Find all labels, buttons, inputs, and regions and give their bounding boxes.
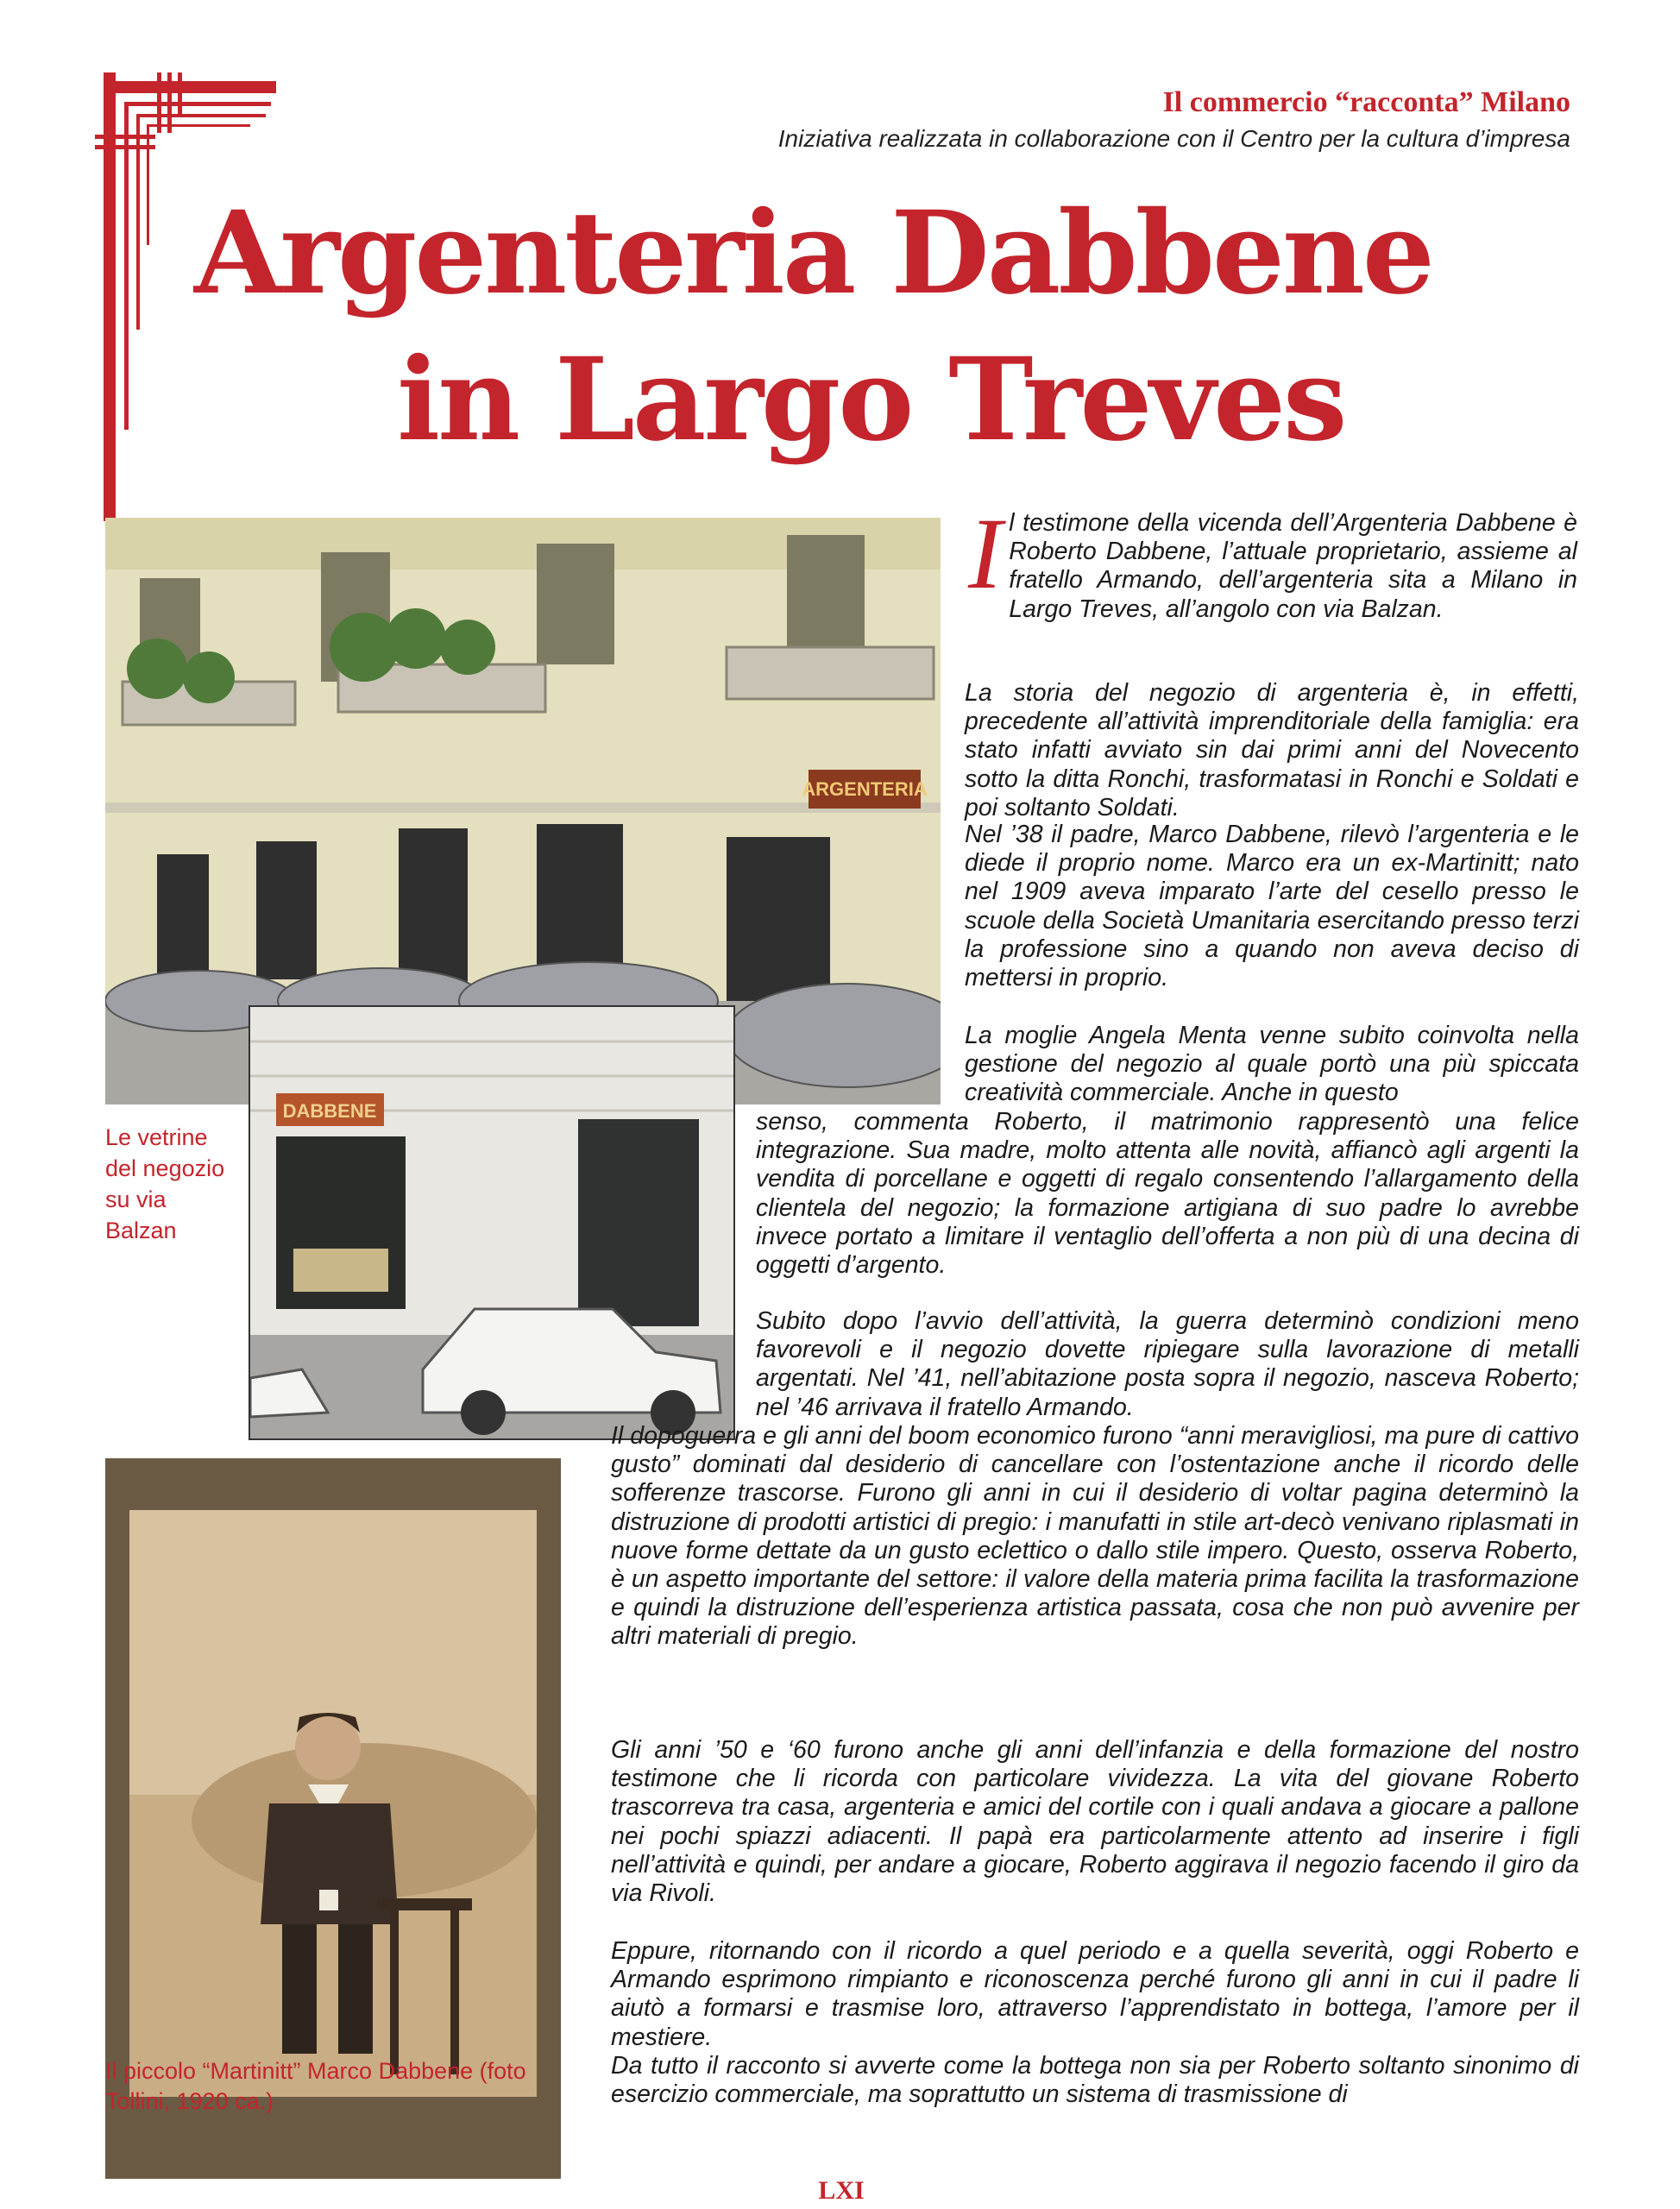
article-paragraph-2: La storia del negozio di argenteria è, in effetti, precedente all’attività imprenditoriale della famiglia: era stato infatti avviato sin dai primi anni del Novecento sotto la ditta Ronchi, trasformatasi in Ronchi e Soldati e poi soltanto Soldati. <box>965 679 1579 821</box>
shop-sign: DABBENE <box>282 1100 377 1122</box>
article-paragraph-6: Il dopoguerra e gli anni del boom economico furono “anni meravigliosi, ma pure di cattivo gusto” dominati dal desiderio di cancellare con l’ostentazione anche il ricordo delle sofferenze trascorse. Furono gli anni in cui il desiderio di voltar pagina determinò la distruzione di prodotti artistici di pregio: i manufatti in stile art-decò venivano riplasmati in nuove forme dettate da un gusto eclettico o dallo stile impero. Questo, osserva Roberto, è un aspetto importante del settore: il valore della materia prima facilita la trasformazione e quindi la distruzione dell’esperienza artistica passata, cosa che non può avvenire per altri materiali di pregio. <box>611 1422 1579 1651</box>
article-paragraph-3: Nel ’38 il padre, Marco Dabbene, rilevò l’argenteria e le diede il proprio nome. Marco era un ex-Martinitt; nato nel 1909 aveva imparato l’arte del cesello presso le scuole della Società Umanitaria esercitando presso terzi la professione sino a quando non aveva deciso di mettersi in proprio. <box>965 821 1579 992</box>
page-title-line-1: Argenteria Dabbene <box>194 186 1432 320</box>
initiative-subtitle: Iniziativa realizzata in collaborazione con il Centro per la cultura d’impresa <box>777 125 1570 152</box>
article-paragraph-4a: La moglie Angela Menta venne subito coinvolta nella gestione del negozio al quale portò una più spiccata creatività commerciale. Anche in questo <box>965 1022 1579 1107</box>
article-paragraph-8: Eppure, ritornando con il ricordo a quel periodo e a quella severità, oggi Roberto e Armando esprimono rimpianto e riconoscenza perché furono gli anni in cui il padre li aiutò a formarsi e trasmise loro, attraverso l’apprendistato in bottega, l’amore per il mestiere. <box>611 1937 1579 2051</box>
portrait-caption: Il piccolo “Martinitt” Marco Dabbene (foto Tollini, 1920 ca.) <box>105 2058 526 2114</box>
page-title-line-2: in Largo Treves <box>397 333 1345 467</box>
paragraph-1-text: l testimone della vicenda dell’Argenteria Dabbene è Roberto Dabbene, l’attuale proprietario, assieme al fratello Armando, dell’argenteria sita a Milano in Largo Treves, all’angolo con via Balzan. <box>1009 509 1577 623</box>
article-paragraph-4b: senso, commenta Roberto, il matrimonio rappresentò una felice integrazione. Sua madre, molto attenta alle novità, affiancò agli argenti la vendita di porcellane e oggetti di regalo consentendo l’allargamento della clientela del negozio; la formazione artigiana di suo padre lo avrebbe invece portato a limitare il ventaglio dell’offerta a non più di una decina di oggetti d’argento. <box>756 1108 1579 1280</box>
article-paragraph-5: Subito dopo l’avvio dell’attività, la guerra determinò condizioni meno favorevoli e il negozio dovette ripiegare sulla lavorazione di metalli argentati. Nel ’41, nell’abitazione posta sopra il negozio, nasceva Roberto; nel ’46 arrivava il fratello Armando. <box>756 1307 1579 1421</box>
shop-front-photo <box>249 1005 735 1440</box>
article-paragraph-1 <box>968 497 1577 624</box>
series-title: Il commercio “racconta” Milano <box>1162 86 1570 118</box>
street-photo-caption: Le vetrine del negozio su via Balzan <box>105 1124 225 1243</box>
drop-cap: I <box>968 497 1003 610</box>
street-photo-sign: ARGENTERIA <box>802 778 928 800</box>
article-paragraph-9: Da tutto il racconto si avverte come la bottega non sia per Roberto soltanto sinonimo di esercizio commerciale, ma soprattutto un sistema di trasmissione di <box>611 2052 1579 2109</box>
page-number: LXI <box>818 2176 865 2205</box>
article-paragraph-7: Gli anni ’50 e ‘60 furono anche gli anni dell’infanzia e della formazione del nostro testimone che li ricorda con particolare vividezza. La vita del giovane Roberto trascorreva tra casa, argenteria e amici del cortile con i quali andava a giocare a pallone nei pochi spiazzi adiacenti. Il papà era particolarmente attento ad inserire i figli nell’attività e quindi, per andare a giocare, Roberto aggirava il negozio facendo il giro da via Rivoli. <box>611 1736 1579 1908</box>
